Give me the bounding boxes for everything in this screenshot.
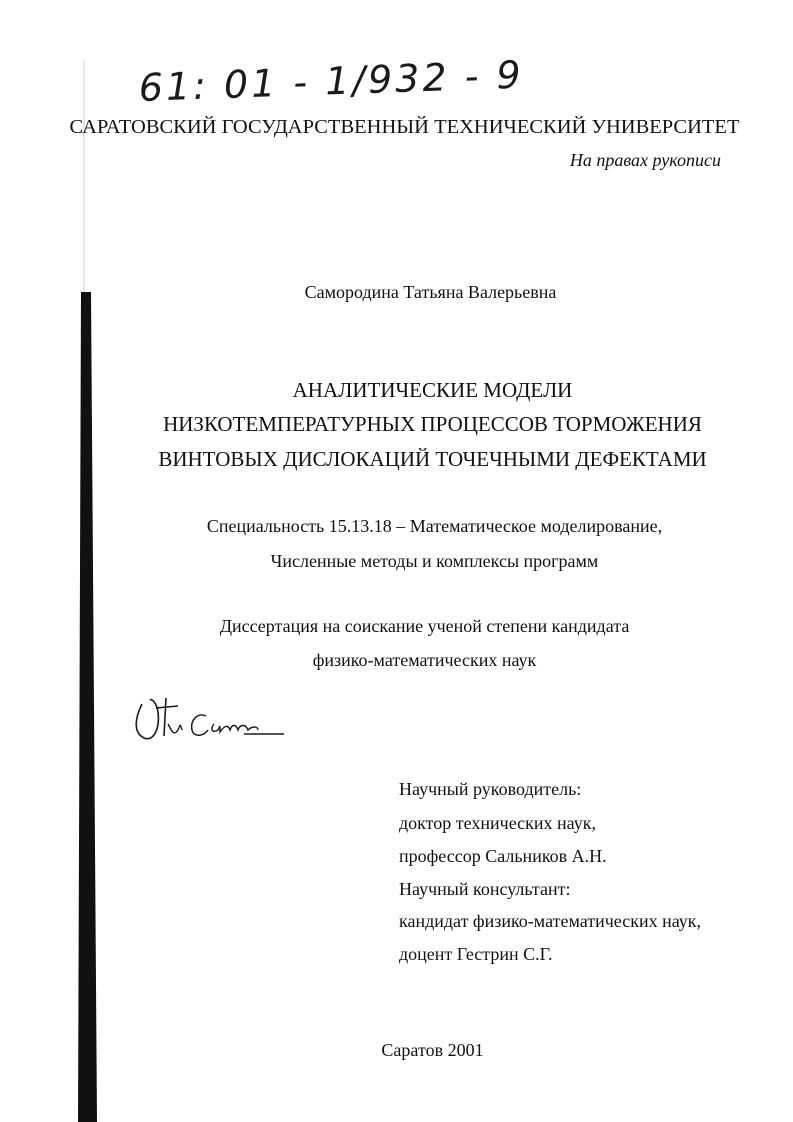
author-name: Самородина Татьяна Валерьевна — [304, 282, 557, 302]
specialty-line-1: Специальность 15.13.18 – Математическое моделирование, — [206, 516, 663, 536]
title-line-1: АНАЛИТИЧЕСКИЕ МОДЕЛИ — [292, 378, 573, 402]
rights-note: На правах рукописи — [569, 150, 721, 170]
dissertation-line-2: физико-математических наук — [312, 650, 537, 670]
archive-number-handwritten: 61: 01 - 1/932 - 9 — [138, 52, 525, 110]
title-line-2: НИЗКОТЕМПЕРАТУРНЫХ ПРОЦЕССОВ ТОРМОЖЕНИЯ — [163, 412, 702, 436]
consultant-degree: кандидат физико-математических наук, — [399, 911, 702, 931]
supervisor-heading: Научный руководитель: — [399, 779, 582, 799]
author-signature — [128, 694, 288, 754]
supervisor-name: профессор Сальников А.Н. — [399, 846, 607, 866]
consultant-name: доцент Гестрин С.Г. — [399, 944, 553, 964]
title-line-3: ВИНТОВЫХ ДИСЛОКАЦИЙ ТОЧЕЧНЫМИ ДЕФЕКТАМИ — [158, 447, 707, 471]
city-year: Саратов 2001 — [381, 1040, 484, 1060]
dissertation-line-1: Диссертация на соискание ученой степени кандидата — [219, 616, 630, 636]
university-name: САРАТОВСКИЙ ГОСУДАРСТВЕННЫЙ ТЕХНИЧЕСКИЙ УНИВЕРСИТЕТ — [69, 116, 740, 138]
supervisor-degree: доктор технических наук, — [399, 813, 596, 833]
consultant-heading: Научный консультант: — [399, 879, 571, 899]
specialty-line-2: Численные методы и комплексы программ — [270, 551, 599, 571]
